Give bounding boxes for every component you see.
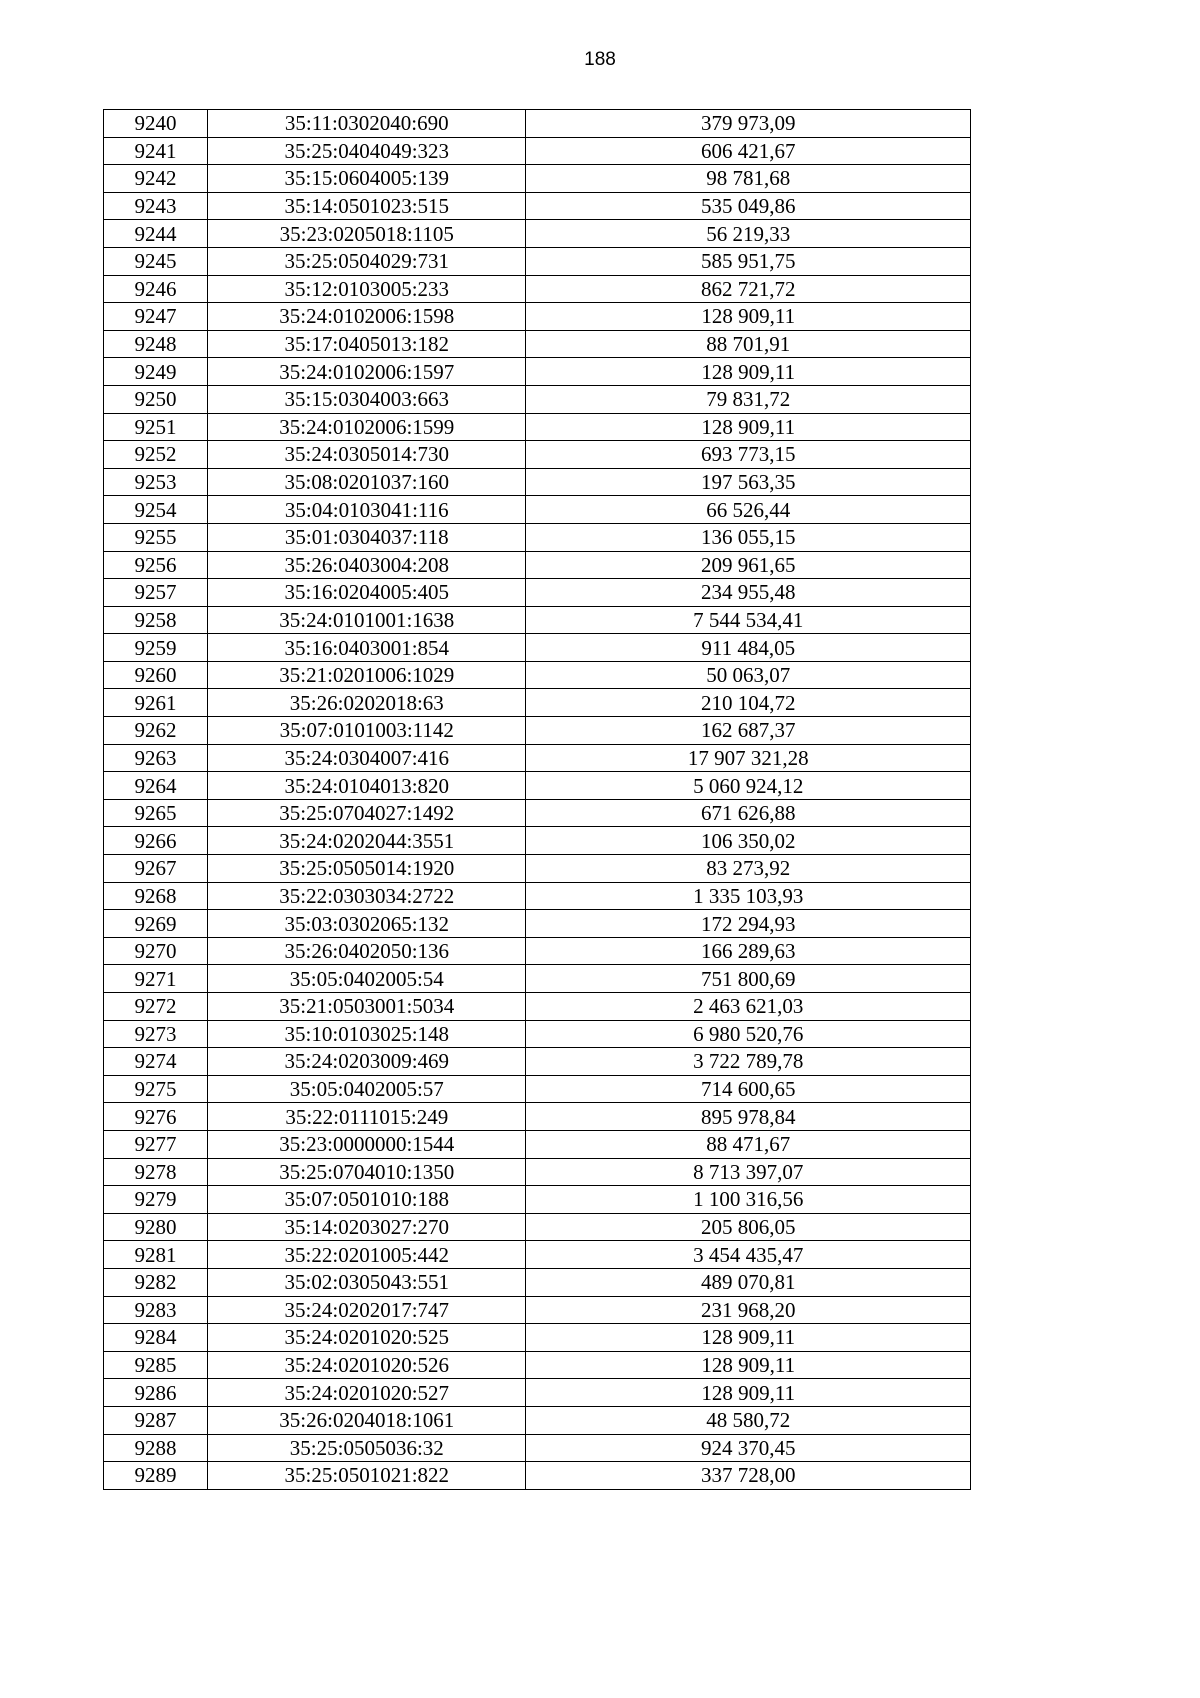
row-number-cell: 9284: [104, 1324, 208, 1352]
cadastral-number-cell: 35:08:0201037:160: [208, 468, 526, 496]
table-row: [104, 1241, 971, 1269]
table-row: [104, 689, 971, 717]
cadastral-value-cell: 8 713 397,07: [526, 1158, 971, 1186]
cadastral-number-cell: 35:24:0102006:1599: [208, 413, 526, 441]
cadastral-number-cell: 35:11:0302040:690: [208, 110, 526, 138]
table-row: [104, 1186, 971, 1214]
row-number-cell: 9244: [104, 220, 208, 248]
table-row: [104, 468, 971, 496]
row-number-cell: 9250: [104, 385, 208, 413]
cadastral-number-cell: 35:24:0304007:416: [208, 744, 526, 772]
cadastral-number-cell: 35:07:0501010:188: [208, 1186, 526, 1214]
cadastral-number-cell: 35:24:0305014:730: [208, 441, 526, 469]
row-number-cell: 9247: [104, 303, 208, 331]
row-number-cell: 9274: [104, 1048, 208, 1076]
row-number-cell: 9280: [104, 1213, 208, 1241]
table-row: [104, 358, 971, 386]
table-row: [104, 1351, 971, 1379]
cadastral-value-cell: 128 909,11: [526, 303, 971, 331]
cadastral-value-cell: 128 909,11: [526, 358, 971, 386]
row-number-cell: 9281: [104, 1241, 208, 1269]
table-row: [104, 606, 971, 634]
cadastral-value-cell: 895 978,84: [526, 1103, 971, 1131]
cadastral-number-cell: 35:26:0204018:1061: [208, 1406, 526, 1434]
cadastral-value-cell: 6 980 520,76: [526, 1020, 971, 1048]
table-row: [104, 496, 971, 524]
cadastral-value-cell: 162 687,37: [526, 717, 971, 745]
cadastral-value-table: [103, 109, 971, 1490]
table-row: [104, 579, 971, 607]
table-row: [104, 1213, 971, 1241]
cadastral-value-cell: 234 955,48: [526, 579, 971, 607]
row-number-cell: 9268: [104, 882, 208, 910]
cadastral-number-cell: 35:24:0202017:747: [208, 1296, 526, 1324]
cadastral-value-cell: 535 049,86: [526, 192, 971, 220]
cadastral-value-cell: 128 909,11: [526, 413, 971, 441]
cadastral-value-cell: 379 973,09: [526, 110, 971, 138]
table-row: [104, 772, 971, 800]
cadastral-number-cell: 35:05:0402005:57: [208, 1075, 526, 1103]
table-row: [104, 993, 971, 1021]
cadastral-number-cell: 35:16:0403001:854: [208, 634, 526, 662]
cadastral-number-cell: 35:24:0102006:1597: [208, 358, 526, 386]
table-row: [104, 744, 971, 772]
table-row: [104, 661, 971, 689]
table-row: [104, 413, 971, 441]
table-body: [104, 110, 971, 1490]
cadastral-value-cell: 210 104,72: [526, 689, 971, 717]
row-number-cell: 9270: [104, 937, 208, 965]
row-number-cell: 9287: [104, 1406, 208, 1434]
cadastral-number-cell: 35:24:0102006:1598: [208, 303, 526, 331]
table-row: [104, 1296, 971, 1324]
cadastral-value-cell: 3 454 435,47: [526, 1241, 971, 1269]
cadastral-number-cell: 35:15:0604005:139: [208, 165, 526, 193]
table-row: [104, 1103, 971, 1131]
cadastral-value-cell: 128 909,11: [526, 1351, 971, 1379]
cadastral-value-cell: 751 800,69: [526, 965, 971, 993]
row-number-cell: 9262: [104, 717, 208, 745]
table-row: [104, 1406, 971, 1434]
row-number-cell: 9260: [104, 661, 208, 689]
cadastral-number-cell: 35:24:0203009:469: [208, 1048, 526, 1076]
row-number-cell: 9266: [104, 827, 208, 855]
table-row: [104, 441, 971, 469]
cadastral-value-cell: 88 701,91: [526, 330, 971, 358]
row-number-cell: 9269: [104, 910, 208, 938]
cadastral-value-cell: 17 907 321,28: [526, 744, 971, 772]
table-row: [104, 1462, 971, 1490]
row-number-cell: 9257: [104, 579, 208, 607]
table-row: [104, 1020, 971, 1048]
table-row: [104, 1048, 971, 1076]
row-number-cell: 9251: [104, 413, 208, 441]
table-row: [104, 275, 971, 303]
table-row: [104, 1268, 971, 1296]
cadastral-value-cell: 197 563,35: [526, 468, 971, 496]
table-row: [104, 1434, 971, 1462]
cadastral-value-cell: 166 289,63: [526, 937, 971, 965]
cadastral-value-cell: 924 370,45: [526, 1434, 971, 1462]
row-number-cell: 9271: [104, 965, 208, 993]
cadastral-number-cell: 35:24:0202044:3551: [208, 827, 526, 855]
table-row: [104, 717, 971, 745]
cadastral-number-cell: 35:23:0000000:1544: [208, 1130, 526, 1158]
row-number-cell: 9258: [104, 606, 208, 634]
cadastral-number-cell: 35:14:0501023:515: [208, 192, 526, 220]
table-row: [104, 330, 971, 358]
table-row: [104, 1379, 971, 1407]
row-number-cell: 9263: [104, 744, 208, 772]
cadastral-number-cell: 35:24:0201020:525: [208, 1324, 526, 1352]
row-number-cell: 9265: [104, 799, 208, 827]
row-number-cell: 9240: [104, 110, 208, 138]
row-number-cell: 9273: [104, 1020, 208, 1048]
cadastral-value-cell: 585 951,75: [526, 247, 971, 275]
row-number-cell: 9278: [104, 1158, 208, 1186]
row-number-cell: 9254: [104, 496, 208, 524]
table-row: [104, 385, 971, 413]
row-number-cell: 9264: [104, 772, 208, 800]
table-row: [104, 1158, 971, 1186]
cadastral-number-cell: 35:10:0103025:148: [208, 1020, 526, 1048]
row-number-cell: 9276: [104, 1103, 208, 1131]
table-row: [104, 965, 971, 993]
cadastral-number-cell: 35:22:0111015:249: [208, 1103, 526, 1131]
row-number-cell: 9288: [104, 1434, 208, 1462]
cadastral-value-cell: 337 728,00: [526, 1462, 971, 1490]
cadastral-number-cell: 35:01:0304037:118: [208, 523, 526, 551]
cadastral-number-cell: 35:14:0203027:270: [208, 1213, 526, 1241]
cadastral-value-cell: 231 968,20: [526, 1296, 971, 1324]
cadastral-value-cell: 128 909,11: [526, 1379, 971, 1407]
row-number-cell: 9243: [104, 192, 208, 220]
cadastral-value-cell: 671 626,88: [526, 799, 971, 827]
cadastral-value-cell: 1 335 103,93: [526, 882, 971, 910]
cadastral-number-cell: 35:25:0704027:1492: [208, 799, 526, 827]
row-number-cell: 9277: [104, 1130, 208, 1158]
cadastral-value-cell: 5 060 924,12: [526, 772, 971, 800]
table-row: [104, 523, 971, 551]
table-row: [104, 1130, 971, 1158]
cadastral-value-cell: 83 273,92: [526, 855, 971, 883]
row-number-cell: 9253: [104, 468, 208, 496]
cadastral-number-cell: 35:15:0304003:663: [208, 385, 526, 413]
cadastral-value-cell: 79 831,72: [526, 385, 971, 413]
row-number-cell: 9248: [104, 330, 208, 358]
table-row: [104, 882, 971, 910]
cadastral-number-cell: 35:03:0302065:132: [208, 910, 526, 938]
cadastral-number-cell: 35:22:0303034:2722: [208, 882, 526, 910]
row-number-cell: 9249: [104, 358, 208, 386]
cadastral-number-cell: 35:26:0403004:208: [208, 551, 526, 579]
cadastral-number-cell: 35:25:0505036:32: [208, 1434, 526, 1462]
cadastral-number-cell: 35:26:0202018:63: [208, 689, 526, 717]
row-number-cell: 9289: [104, 1462, 208, 1490]
cadastral-value-cell: 172 294,93: [526, 910, 971, 938]
cadastral-number-cell: 35:24:0201020:527: [208, 1379, 526, 1407]
table-row: [104, 799, 971, 827]
table-row: [104, 827, 971, 855]
cadastral-value-cell: 66 526,44: [526, 496, 971, 524]
cadastral-value-cell: 98 781,68: [526, 165, 971, 193]
cadastral-value-cell: 606 421,67: [526, 137, 971, 165]
row-number-cell: 9261: [104, 689, 208, 717]
table-row: [104, 220, 971, 248]
cadastral-number-cell: 35:24:0201020:526: [208, 1351, 526, 1379]
row-number-cell: 9282: [104, 1268, 208, 1296]
table-row: [104, 634, 971, 662]
cadastral-value-cell: 7 544 534,41: [526, 606, 971, 634]
cadastral-number-cell: 35:25:0504029:731: [208, 247, 526, 275]
cadastral-number-cell: 35:12:0103005:233: [208, 275, 526, 303]
row-number-cell: 9275: [104, 1075, 208, 1103]
table-row: [104, 247, 971, 275]
row-number-cell: 9256: [104, 551, 208, 579]
table-row: [104, 1075, 971, 1103]
row-number-cell: 9245: [104, 247, 208, 275]
table-row: [104, 910, 971, 938]
row-number-cell: 9285: [104, 1351, 208, 1379]
cadastral-number-cell: 35:21:0503001:5034: [208, 993, 526, 1021]
cadastral-value-cell: 205 806,05: [526, 1213, 971, 1241]
row-number-cell: 9283: [104, 1296, 208, 1324]
cadastral-value-cell: 2 463 621,03: [526, 993, 971, 1021]
cadastral-number-cell: 35:21:0201006:1029: [208, 661, 526, 689]
table-row: [104, 855, 971, 883]
cadastral-number-cell: 35:17:0405013:182: [208, 330, 526, 358]
cadastral-number-cell: 35:25:0505014:1920: [208, 855, 526, 883]
cadastral-number-cell: 35:05:0402005:54: [208, 965, 526, 993]
cadastral-number-cell: 35:02:0305043:551: [208, 1268, 526, 1296]
cadastral-value-cell: 1 100 316,56: [526, 1186, 971, 1214]
table-row: [104, 1324, 971, 1352]
cadastral-value-cell: 136 055,15: [526, 523, 971, 551]
row-number-cell: 9286: [104, 1379, 208, 1407]
cadastral-number-cell: 35:07:0101003:1142: [208, 717, 526, 745]
row-number-cell: 9246: [104, 275, 208, 303]
cadastral-number-cell: 35:26:0402050:136: [208, 937, 526, 965]
cadastral-value-cell: 209 961,65: [526, 551, 971, 579]
cadastral-number-cell: 35:25:0704010:1350: [208, 1158, 526, 1186]
cadastral-value-cell: 88 471,67: [526, 1130, 971, 1158]
cadastral-value-cell: 3 722 789,78: [526, 1048, 971, 1076]
page-number: 188: [584, 49, 616, 70]
cadastral-number-cell: 35:25:0404049:323: [208, 137, 526, 165]
cadastral-value-cell: 56 219,33: [526, 220, 971, 248]
cadastral-number-cell: 35:25:0501021:822: [208, 1462, 526, 1490]
row-number-cell: 9267: [104, 855, 208, 883]
table-row: [104, 551, 971, 579]
cadastral-value-cell: 911 484,05: [526, 634, 971, 662]
table-row: [104, 192, 971, 220]
row-number-cell: 9255: [104, 523, 208, 551]
cadastral-number-cell: 35:24:0101001:1638: [208, 606, 526, 634]
cadastral-value-cell: 106 350,02: [526, 827, 971, 855]
cadastral-value-cell: 862 721,72: [526, 275, 971, 303]
table-row: [104, 110, 971, 138]
row-number-cell: 9252: [104, 441, 208, 469]
cadastral-number-cell: 35:24:0104013:820: [208, 772, 526, 800]
cadastral-value-cell: 50 063,07: [526, 661, 971, 689]
table-row: [104, 303, 971, 331]
cadastral-number-cell: 35:16:0204005:405: [208, 579, 526, 607]
cadastral-value-cell: 489 070,81: [526, 1268, 971, 1296]
cadastral-number-cell: 35:23:0205018:1105: [208, 220, 526, 248]
cadastral-number-cell: 35:22:0201005:442: [208, 1241, 526, 1269]
cadastral-value-cell: 48 580,72: [526, 1406, 971, 1434]
table-row: [104, 137, 971, 165]
cadastral-value-cell: 714 600,65: [526, 1075, 971, 1103]
row-number-cell: 9272: [104, 993, 208, 1021]
row-number-cell: 9242: [104, 165, 208, 193]
row-number-cell: 9259: [104, 634, 208, 662]
table-row: [104, 165, 971, 193]
cadastral-number-cell: 35:04:0103041:116: [208, 496, 526, 524]
cadastral-value-cell: 693 773,15: [526, 441, 971, 469]
table-row: [104, 937, 971, 965]
row-number-cell: 9241: [104, 137, 208, 165]
row-number-cell: 9279: [104, 1186, 208, 1214]
cadastral-value-cell: 128 909,11: [526, 1324, 971, 1352]
